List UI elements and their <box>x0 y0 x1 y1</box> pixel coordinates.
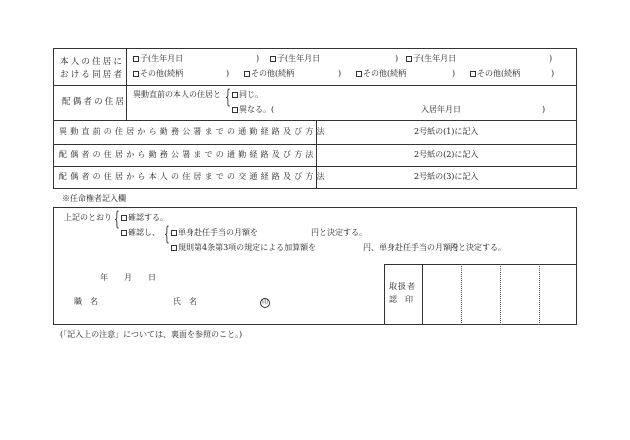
stamp-grid-divider <box>539 264 540 325</box>
other-field-4[interactable]: その他(続柄 <box>470 70 520 78</box>
intro-text: 上記のとおり <box>64 213 112 222</box>
close-paren: ) <box>338 69 342 78</box>
close-paren: ) <box>256 54 260 63</box>
close-paren: ) <box>542 105 546 114</box>
table-rule <box>53 144 577 145</box>
close-paren: ) <box>549 54 553 63</box>
stamp-grid-rule <box>422 264 423 325</box>
checkbox[interactable] <box>121 215 127 221</box>
checkbox[interactable] <box>171 230 177 236</box>
checkbox[interactable] <box>406 56 412 62</box>
appointer-box <box>53 207 577 325</box>
handler-label: 取扱者 <box>389 282 416 291</box>
option-a-suffix: 円と決定する。 <box>311 228 367 237</box>
stamp-grid-divider <box>500 264 501 325</box>
checkbox[interactable] <box>270 56 276 62</box>
child-field-3[interactable]: 子(生年月日 <box>406 55 456 63</box>
route-label-2: 配偶者の住居から勤務公署までの通勤経路及び方法 <box>59 150 317 159</box>
cohabitant-label-line2: おける同居者 <box>60 70 125 80</box>
checkbox[interactable] <box>133 71 139 77</box>
same-option[interactable]: 同じ。 <box>232 91 263 99</box>
table-rule <box>126 48 127 120</box>
cohabitant-label-line1: 本人の住居に <box>60 57 125 67</box>
stamp-grid-divider <box>461 264 462 325</box>
name-label: 氏 名 <box>173 297 197 306</box>
route-label-3: 配偶者の住居から本人の住居までの交通経路及び方法 <box>59 172 328 181</box>
table-rule <box>53 166 577 167</box>
child-field-1[interactable]: 子(生年月日 <box>133 55 183 63</box>
child-field-2[interactable]: 子(生年月日 <box>270 55 320 63</box>
route-value-1: 2号紙の(1)に記入 <box>414 127 479 136</box>
confirm-option[interactable]: 確認する。 <box>121 214 168 222</box>
checkbox[interactable] <box>232 107 238 113</box>
seal-icon: 印 <box>261 299 268 306</box>
checkbox[interactable] <box>470 71 476 77</box>
close-paren: ) <box>226 69 230 78</box>
brace-icon: { <box>164 221 170 245</box>
brace-icon: { <box>114 206 120 230</box>
route-label-1: 異動直前の住居から勤務公署までの通勤経路及び方法 <box>59 127 328 136</box>
checkbox[interactable] <box>232 92 238 98</box>
checkbox[interactable] <box>121 230 127 236</box>
checkbox[interactable] <box>171 245 177 251</box>
option-b[interactable]: 規則第4条第3項の規定による加算額を <box>171 244 316 252</box>
route-value-2: 2号紙の(2)に記入 <box>414 150 479 159</box>
footer-note: (「記入上の注意」については、裏面を参照のこと。) <box>60 330 243 339</box>
move-in-date-label: 入居年月日 <box>421 105 461 114</box>
date-line: 年 月 日 <box>100 273 160 282</box>
stamp-grid-rule <box>384 264 385 325</box>
stamp-grid-rule <box>384 264 577 265</box>
different-option[interactable]: 異なる。( <box>232 106 274 114</box>
other-field-2[interactable]: その他(続柄 <box>244 70 294 78</box>
option-b-suffix: 円と決定する。 <box>450 243 506 252</box>
option-a[interactable]: 単身赴任手当の月額を <box>171 229 258 237</box>
seal-label: 認 印 <box>389 295 413 304</box>
other-field-1[interactable]: その他(続柄 <box>133 70 183 78</box>
brace-icon: { <box>225 84 231 108</box>
table-rule <box>53 120 577 121</box>
section-title: ※任命権者記入欄 <box>62 194 126 203</box>
close-paren: ) <box>452 69 456 78</box>
table-rule <box>53 85 577 86</box>
close-paren: ) <box>395 54 399 63</box>
residence-intro: 異動直前の本人の住居と <box>133 90 221 99</box>
post-label: 職 名 <box>74 297 98 306</box>
checkbox[interactable] <box>133 56 139 62</box>
route-value-3: 2号紙の(3)に記入 <box>414 172 479 181</box>
close-paren: ) <box>551 69 555 78</box>
option-b-middle: 円、単身赴任手当の月額を <box>363 243 459 252</box>
confirm-but-option[interactable]: 確認し、 <box>121 229 160 237</box>
other-field-3[interactable]: その他(続柄 <box>356 70 406 78</box>
checkbox[interactable] <box>356 71 362 77</box>
checkbox[interactable] <box>244 71 250 77</box>
spouse-residence-label: 配偶者の住居 <box>62 97 127 107</box>
